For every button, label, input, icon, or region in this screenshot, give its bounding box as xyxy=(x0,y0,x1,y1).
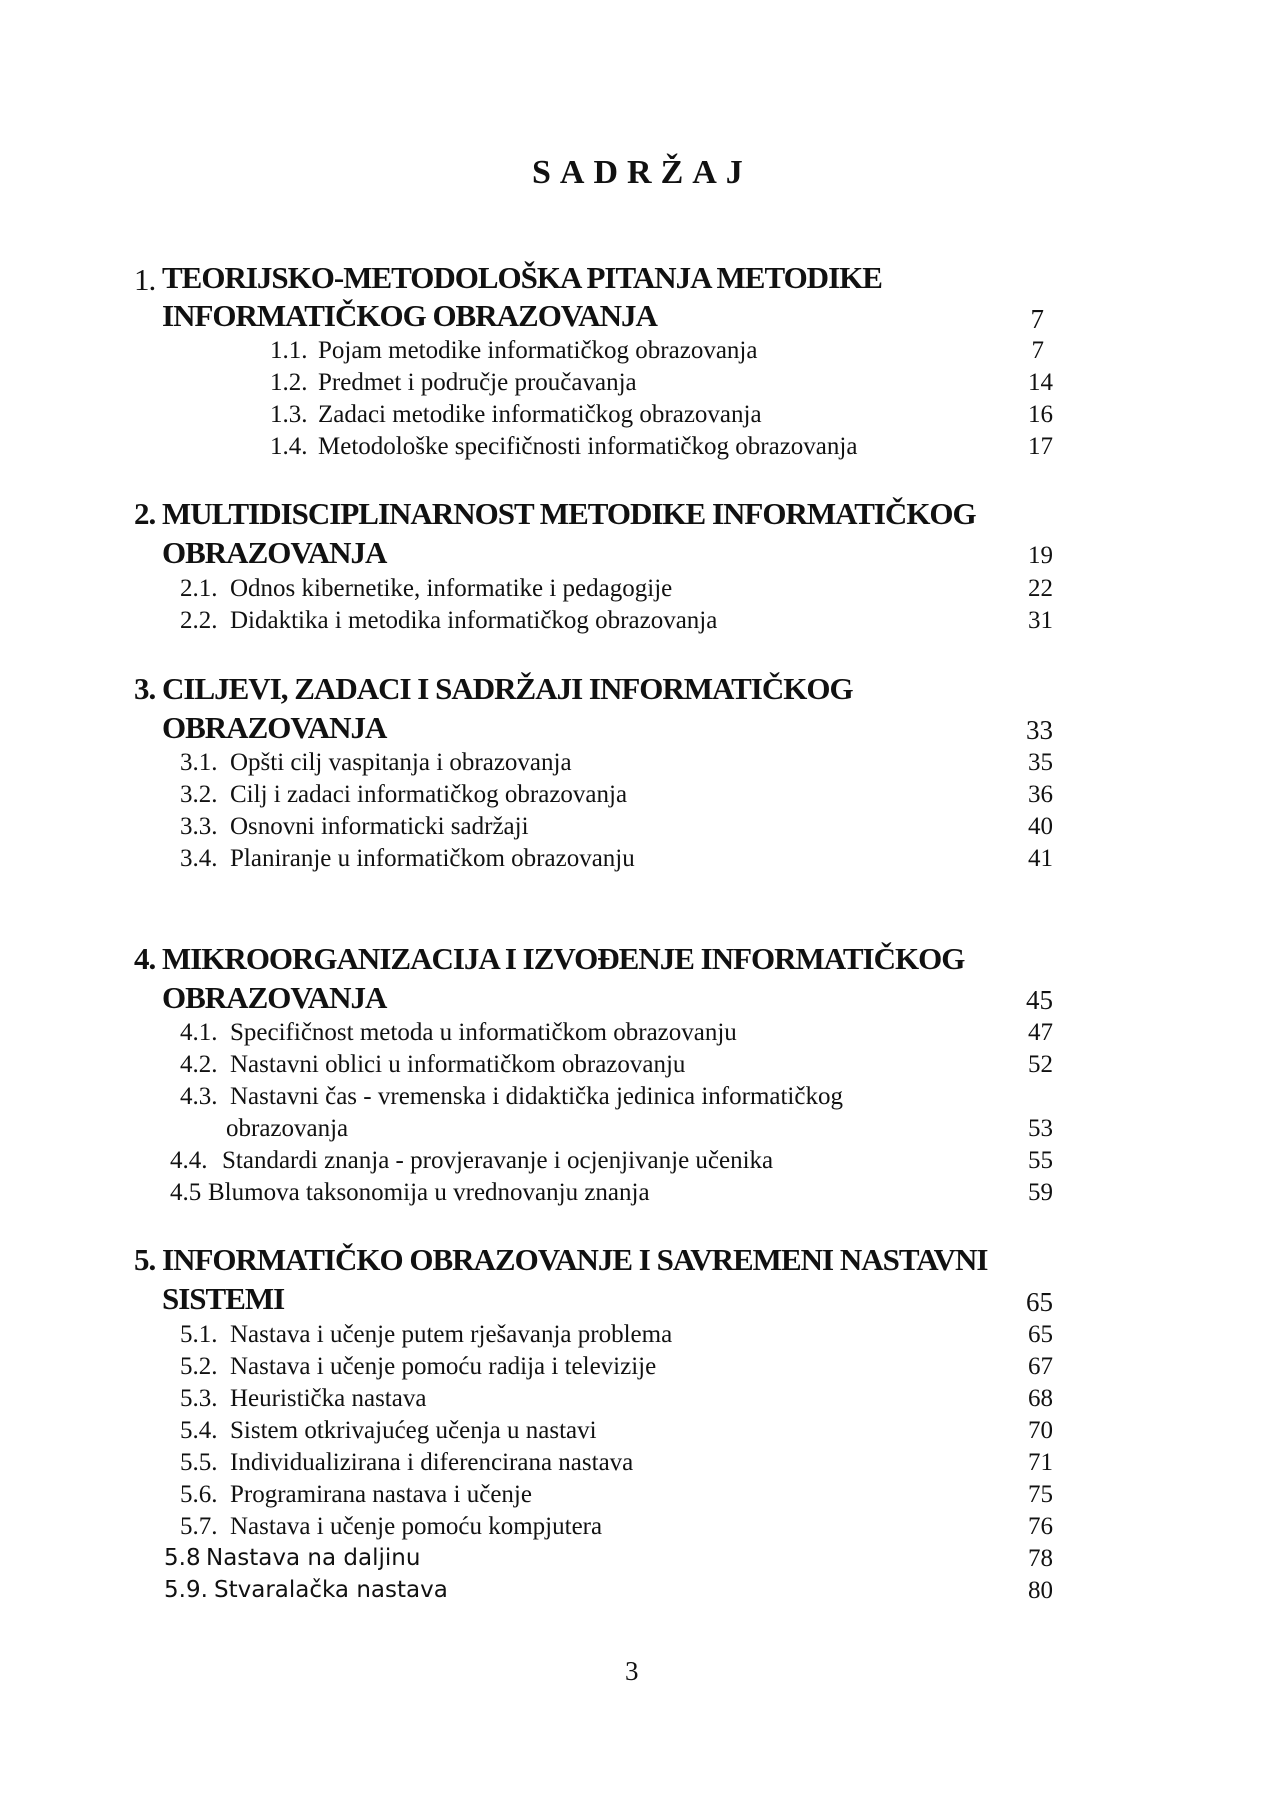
chapter-page: 19 xyxy=(1028,542,1053,569)
chapter-title-line: SISTEMI xyxy=(162,1281,285,1316)
chapter-title-line: 5. INFORMATIČKO OBRAZOVANJE I SAVREMENI NASTAVNI xyxy=(134,1242,988,1277)
chapter-page: 7 xyxy=(1030,304,1044,334)
toc-title: SADRŽAJ xyxy=(532,154,752,191)
chapter-title-line: OBRAZOVANJA xyxy=(162,980,387,1015)
chapter-title-line: INFORMATIČKOG OBRAZOVANJA xyxy=(162,298,657,333)
chapter-page: 45 xyxy=(1026,985,1053,1015)
chapter-page: 33 xyxy=(1026,715,1053,745)
chapter-title-line: OBRAZOVANJA xyxy=(162,535,387,570)
chapter-number: 1. xyxy=(134,262,156,297)
chapter-title-line: OBRAZOVANJA xyxy=(162,710,387,745)
chapter-title-line: 3. CILJEVI, ZADACI I SADRŽAJI INFORMATIČKOG xyxy=(134,671,853,706)
chapter-page: 65 xyxy=(1026,1287,1053,1317)
chapter-title-line: 2. MULTIDISCIPLINARNOST METODIKE INFORMATIČKOG xyxy=(134,496,976,531)
chapter-title-line: TEORIJSKO-METODOLOŠKA PITANJA METODIKE xyxy=(162,260,882,295)
page-number: 3 xyxy=(625,1656,639,1686)
chapter-title-line: 4. MIKROORGANIZACIJA I IZVOĐENJE INFORMATIČKOG xyxy=(134,941,965,976)
